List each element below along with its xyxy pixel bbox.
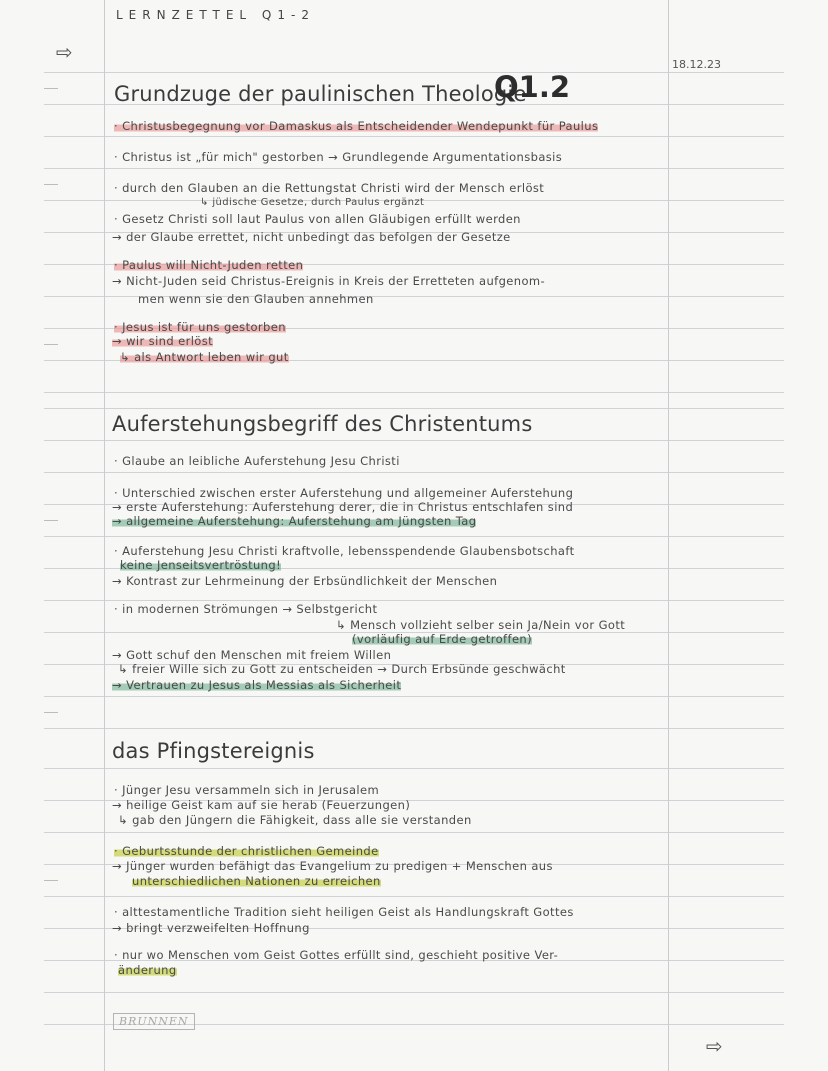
punch-tick bbox=[44, 88, 58, 89]
note-line: unterschiedlichen Nationen zu erreichen bbox=[132, 874, 381, 888]
note-line: → der Glaube errettet, nicht unbedingt das befolgen der Gesetze bbox=[112, 230, 511, 244]
ruled-line bbox=[44, 536, 784, 537]
note-line: · alttestamentliche Tradition sieht heiligen Geist als Handlungskraft Gottes bbox=[114, 905, 574, 919]
note-line: → Jünger wurden befähigt das Evangelium zu predigen + Menschen aus bbox=[112, 859, 553, 873]
section-title-auferstehung: Auferstehungsbegriff des Christentums bbox=[112, 412, 533, 436]
note-line: · nur wo Menschen vom Geist Gottes erfüllt sind, geschieht positive Ver- bbox=[114, 948, 559, 962]
punch-tick bbox=[44, 880, 58, 881]
page-date: 18.12.23 bbox=[672, 58, 721, 71]
note-line: ↳ gab den Jüngern die Fähigkeit, dass alle sie verstanden bbox=[118, 813, 472, 827]
note-line: → Nicht-Juden seid Christus-Ereignis in Kreis der Erretteten aufgenom- bbox=[112, 274, 546, 288]
note-line: (vorläufig auf Erde getroffen) bbox=[352, 632, 532, 646]
ruled-line bbox=[44, 408, 784, 409]
note-line: → erste Auferstehung: Auferstehung derer, die in Christus entschlafen sind bbox=[112, 500, 574, 514]
note-line: · Paulus will Nicht-Juden retten bbox=[114, 258, 304, 272]
ruled-line bbox=[44, 896, 784, 897]
ruled-line bbox=[44, 600, 784, 601]
note-line: → bringt verzweifelten Hoffnung bbox=[112, 921, 310, 935]
ruled-line bbox=[44, 72, 784, 73]
note-line: · Geburtsstunde der christlichen Gemeinde bbox=[114, 844, 379, 858]
section-title-pfingsten: das Pfingstereignis bbox=[112, 739, 315, 763]
note-line: · Christusbegegnung vor Damaskus als Entscheidender Wendepunkt für Paulus bbox=[114, 119, 599, 133]
note-line: men wenn sie den Glauben annehmen bbox=[138, 292, 374, 306]
brunnen-logo: BRUNNEN bbox=[113, 1013, 195, 1030]
note-line: · Jünger Jesu versammeln sich in Jerusalem bbox=[114, 783, 380, 797]
note-line: · Christus ist „für mich" gestorben → Grundlegende Argumentationsbasis bbox=[114, 150, 563, 164]
note-line: änderung bbox=[118, 963, 177, 977]
ruled-line bbox=[44, 696, 784, 697]
section-tag: Q1.2 bbox=[494, 70, 571, 104]
note-line: · Jesus ist für uns gestorben bbox=[114, 320, 286, 334]
ruled-line bbox=[44, 992, 784, 993]
note-line: ↳ freier Wille sich zu Gott zu entscheiden → Durch Erbsünde geschwächt bbox=[118, 662, 566, 676]
note-line: → allgemeine Auferstehung: Auferstehung am Jüngsten Tag bbox=[112, 514, 477, 528]
note-line: · durch den Glauben an die Rettungstat Christi wird der Mensch erlöst bbox=[114, 181, 545, 195]
note-line: → Kontrast zur Lehrmeinung der Erbsündlichkeit der Menschen bbox=[112, 574, 498, 588]
arrow-right-icon: ⇨ bbox=[56, 40, 73, 64]
section-title-paulus: Grundzuge der paulinischen Theologie bbox=[114, 82, 527, 106]
punch-tick bbox=[44, 520, 58, 521]
note-line: · Auferstehung Jesu Christi kraftvolle, lebensspendende Glaubensbotschaft bbox=[114, 544, 575, 558]
note-line: keine Jenseitsvertröstung! bbox=[120, 558, 282, 572]
note-line: · in modernen Strömungen → Selbstgericht bbox=[114, 602, 378, 616]
note-line: ↳ jüdische Gesetze, durch Paulus ergänzt bbox=[200, 197, 425, 208]
ruled-line bbox=[44, 472, 784, 473]
margin-line-left bbox=[104, 0, 105, 1071]
punch-tick bbox=[44, 712, 58, 713]
margin-line-right bbox=[668, 0, 669, 1071]
ruled-line bbox=[44, 168, 784, 169]
note-line: · Unterschied zwischen erster Auferstehung und allgemeiner Auferstehung bbox=[114, 486, 574, 500]
note-line: · Gesetz Christi soll laut Paulus von allen Gläubigen erfüllt werden bbox=[114, 212, 521, 226]
punch-tick bbox=[44, 184, 58, 185]
note-line: → wir sind erlöst bbox=[112, 334, 214, 348]
arrow-right-icon: ⇨ bbox=[706, 1034, 723, 1058]
note-line: ↳ als Antwort leben wir gut bbox=[120, 350, 289, 364]
ruled-line bbox=[44, 136, 784, 137]
ruled-line bbox=[44, 440, 784, 441]
page-header-title: LERNZETTEL Q1-2 bbox=[116, 8, 315, 22]
note-line: · Glaube an leibliche Auferstehung Jesu Christi bbox=[114, 454, 400, 468]
note-line: → Vertrauen zu Jesus als Messias als Sicherheit bbox=[112, 678, 402, 692]
ruled-line bbox=[44, 392, 784, 393]
ruled-line bbox=[44, 768, 784, 769]
ruled-line bbox=[44, 832, 784, 833]
note-line: ↳ Mensch vollzieht selber sein Ja/Nein vor Gott bbox=[336, 618, 626, 632]
punch-tick bbox=[44, 344, 58, 345]
note-line: → heilige Geist kam auf sie herab (Feuerzungen) bbox=[112, 798, 411, 812]
note-line: → Gott schuf den Menschen mit freiem Willen bbox=[112, 648, 392, 662]
ruled-line bbox=[44, 728, 784, 729]
